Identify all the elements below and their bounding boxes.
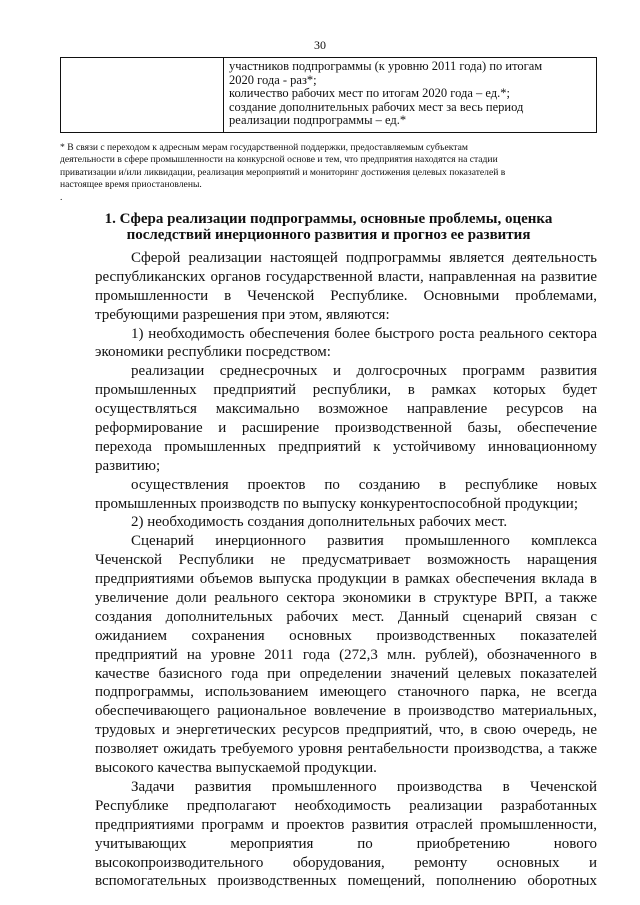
text-line: высокопроизводительного оборудования, ремонту основных и: [95, 854, 597, 871]
text-line: промышленности в Чеченской Республике. Основными проблемами,: [95, 287, 597, 304]
footnote: [60, 142, 600, 204]
table-line: участников подпрограммы (к уровню 2011 года) по итогам: [229, 59, 543, 73]
heading-line: последствий инерционного развития и прогноз ее развития: [126, 226, 531, 243]
text-line: качестве базисного года при определении значений целевых показателей: [95, 665, 597, 682]
text-line: ожиданием сохранения основных производственных показателей: [95, 627, 597, 644]
text-line: обеспечивающего рациональное вовлечение в производство материальных,: [95, 703, 597, 720]
text-line: высокого качества выпускаемой продукции.: [95, 760, 377, 777]
page-number: 30: [314, 38, 326, 52]
text-line: перехода промышленных предприятий к устойчивому инновационному: [95, 438, 597, 455]
footnote-line: деятельности в сфере промышленности на конкурсной основе и тем, что предприятия находятся на стадии: [60, 154, 498, 166]
text-line: реформирование и расширение производственной базы, обеспечение: [95, 420, 597, 437]
text-line: позволяет ожидать требуемого уровня рентабельности производства, а также: [95, 741, 597, 758]
heading-line: 1. Сфера реализации подпрограммы, основные проблемы, оценка: [104, 211, 553, 227]
text-line: создания дополнительных рабочих мест. Данный сценарий связан с: [95, 608, 597, 625]
text-line: реализации среднесрочных и долгосрочных программ развития: [131, 363, 597, 380]
text-line: осуществления проектов по созданию в республике новых: [131, 476, 597, 493]
text-line: развитию;: [95, 457, 161, 474]
text-line: предприятиями программ и проектов развития отраслей промышленности,: [95, 816, 597, 833]
table-line: 2020 года - раз*;: [229, 72, 317, 87]
text-line: учитывающих мероприятия по приобретению нового: [95, 835, 597, 852]
text-line: Сферой реализации настоящей подпрограммы является деятельность: [131, 250, 597, 266]
text-line: подпрограммы, использованием имеющего станочного парка, не всегда: [95, 684, 597, 701]
text-line: увеличение доли реального сектора экономики в структуре ВРП, а также: [95, 590, 597, 607]
section-heading: [60, 212, 597, 243]
text-line: 2) необходимость создания дополнительных рабочих мест.: [131, 514, 508, 531]
table-cell-indicators: [224, 58, 597, 133]
table-cell-empty: [61, 58, 224, 133]
footnote-line: настоящее время приостановлены.: [60, 179, 202, 191]
text-line: вспомогательных производственных помещений, пополнению оборотных: [95, 873, 597, 890]
table-line: создание дополнительных рабочих мест за весь период: [229, 99, 524, 114]
text-line: промышленных предприятий республики, в рамках которых будет: [95, 382, 597, 399]
continued-table: [60, 57, 597, 133]
text-line: предприятий на уровне 2011 года (272,3 млн. рублей), обозначенного в: [95, 646, 597, 663]
text-line: Чеченской Республики не предусматривает возможность наращения: [95, 552, 597, 569]
text-line: 1) необходимость обеспечения более быстрого роста реального сектора: [131, 325, 597, 342]
text-line: Задачи развития промышленного производства в Чеченской: [131, 778, 597, 795]
table-row: [61, 58, 597, 133]
text-line: требующими разрешения при этом, являются:: [95, 306, 390, 323]
text-line: республиканских органов государственной власти, направленная на развитие: [95, 268, 597, 285]
footnote-line: * В связи с переходом к адресным мерам государственной поддержки, предоставляемым субъектам: [60, 142, 468, 153]
text-line: Сценарий инерционного развития промышленного комплекса: [131, 533, 597, 550]
table-line: реализации подпрограммы – ед.*: [229, 113, 407, 128]
body-text: [95, 249, 597, 891]
text-line: трудовых и энергетических ресурсов предприятий, что, в свою очередь, не: [95, 722, 597, 739]
footnote-line: приватизации и/или ликвидации, реализация мероприятий и мониторинг достижения целевых показателей в: [60, 166, 506, 178]
table-line: количество рабочих мест по итогам 2020 года – ед.*;: [229, 86, 510, 101]
text-line: промышленных производств по выпуску конкурентоспособной продукции;: [95, 495, 579, 512]
text-line: предприятиями объемов выпуска продукции в рамках обеспечения вклада в: [95, 571, 597, 588]
text-line: осуществляться максимально возможное направление ресурсов на: [95, 401, 597, 418]
text-line: Республике предполагают необходимость реализации разработанных: [95, 797, 597, 814]
text-line: экономики республики посредством:: [95, 344, 331, 361]
footnote-line: .: [60, 191, 63, 203]
